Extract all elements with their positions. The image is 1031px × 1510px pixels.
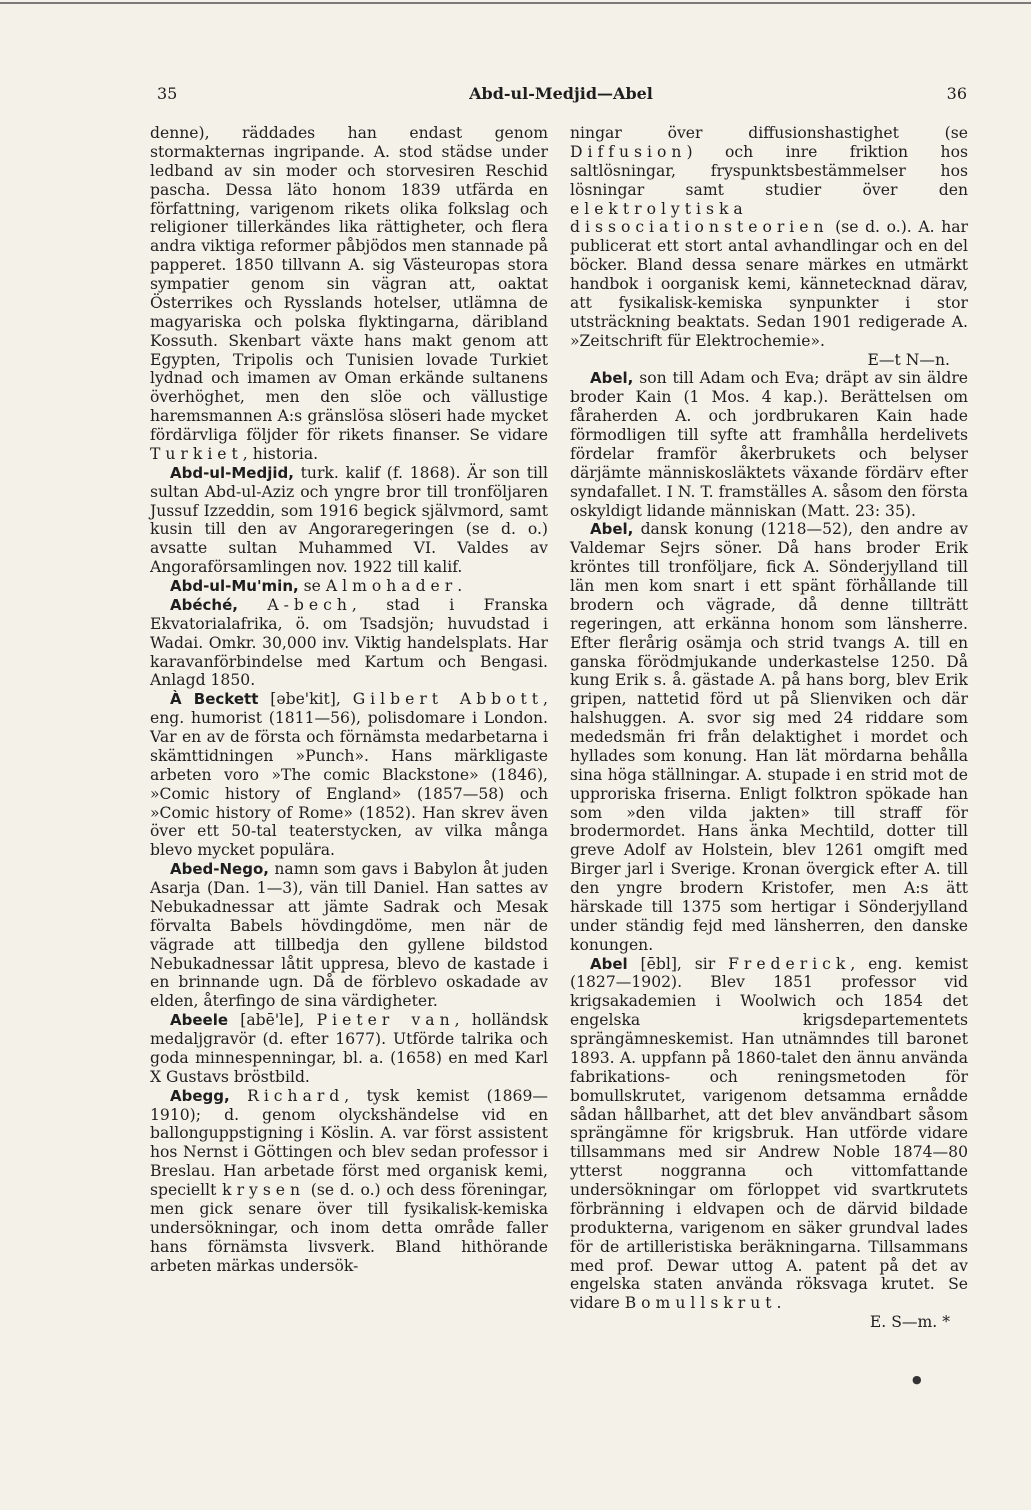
headword: Abegg, — [170, 1086, 230, 1105]
headword: Abeele — [170, 1011, 229, 1030]
article-abegg-continued: ningar över diffusionshastighet (se Diffusion) och inre friktion hos saltlösningar, fryspunktsbestämmelser hos lösningar samt studier över den elektrolytiska dissociationsteorien (se d. o.). A. har publicerat ett stort antal avhandlingar och en del böcker. Bland dessa senare märkes en utmärkt handbok i oorganisk kemi, kännetecknad därav, att fysikalisk-kemiska synpunkter i stor utsträckning beaktats. Sedan 1901 redigerade A. »Zeitschrift für Elektrochemie». — [570, 124, 968, 350]
cross-reference[interactable]: krysen — [222, 1181, 306, 1199]
page-number-right: 36 — [946, 84, 967, 103]
headword: À Beckett — [170, 690, 259, 709]
headword: Abel — [590, 954, 628, 973]
article-abel-frederick: Abel [ēbl], sir Frederick, eng. kemist (1827—1902). Blev 1851 professor vid krigsakademien i Woolwich och 1854 det engelska krigsdepartementets sprängämneskemist. Han utnämndes till baronet 1893. A. uppfann på 1860-talet den ännu använda fabrikations- och reningsmetoden för bomullskrutet, varigenom detsamma ernådde sådan hållbarhet, att det blev användbart såsom sprängämne för krigsbruk. Han utförde vidare tillsammans med sir Andrew Noble 1874—80 ytterst noggranna och vittomfattande undersökningar om förloppet vid svartkrutets förbränning i eldvapen och de därvid bildade produkterna, varigenom en säker grundval lades för de artilleristiska beräkningarna. Tillsammans med prof. Dewar uttog A. patent på det av engelska staten använda röksvaga krutet. Se vidare Bomullskrut. — [570, 954, 968, 1313]
cross-reference[interactable]: Almohader — [325, 577, 458, 595]
cross-reference[interactable]: elektrolytiska dissociationsteorien — [570, 199, 829, 237]
article-abeche: Abéché, A-bech, stad i Franska Ekvatorialafrika, ö. om Tsadsjön; huvudstad i Wadai. Omkr. 30,000 inv. Viktig handelsplats. Har karavanförbindelse med Kartum och Bengasi. Anlagd 1850. — [150, 595, 548, 690]
right-column — [570, 124, 968, 1332]
headword: Abd-ul-Mu'min, — [170, 577, 299, 595]
top-rule — [0, 2, 1031, 4]
headword: Abel, — [590, 520, 634, 539]
cross-reference[interactable]: Diffusion — [570, 142, 687, 161]
author-signature: E. S—m. * — [869, 1313, 950, 1332]
article-abegg: Abegg, Richard, tysk kemist (1869—1910); d. genom olyckshändelse vid en ballonguppstigning i Köslin. A. var först assistent hos Nernst i Göttingen och blev sedan professor i Breslau. Han arbetade först med organisk kemi, speciellt krysen (se d. o.) och dess föreningar, men gick senare över till fysikalisk-kemiska undersökningar, och inom detta område faller hans förnämsta livsverk. Bland hithörande arbeten märkas undersök- — [150, 1086, 548, 1275]
cross-reference[interactable]: Bomullskrut — [624, 1294, 777, 1313]
headword: Abéché, — [170, 595, 238, 614]
article-abel-king: Abel, dansk konung (1218—52), den andre av Valdemar Sejrs söner. Då hans broder Erik kröntes till tronföljare, fick A. Sönderjylland till län men kom snart i ett spänt förhållande till brodern och vägrade, då denne tillträtt regeringen, att erkänna honom som länsherre. Efter flerårig osämja och strid tvangs A. till en ganska förödmjukande underkastelse 1250. Då kung Erik s. å. gästade A. på hans borg, blev Erik gripen, nattetid förd ut på Slienviken och där halshuggen. A. svor sig med 24 riddare som mededsmän fri från delaktighet i mordet och hyllades som konung. Han lät mördarna behålla sina höga ställningar. A. stupade i en strid mot de upproriska friserna. Enligt folktron spökade han som »den vilda jakten» till straff för brodermordet. Hans änka Mechtild, dotter till greve Adolf av Holstein, blev 1261 omgift med Birger jarl i Sverige. Kronan övergick efter A. till den yngre brodern Kristofer, men A:s ätt härskade till 1375 som hertigar i Sönderjylland under ständig fejd med länsherren, den danske konungen. — [570, 520, 968, 954]
cross-reference[interactable]: Turkiet — [150, 444, 243, 463]
ink-mark-icon: ● — [912, 1373, 922, 1386]
article-abd-ul-medjid: Abd-ul-Medjid, turk. kalif (f. 1868). Är son till sultan Abd-ul-Aziz och yngre bror till tronföljaren Jussuf Izzeddin, som 1916 begick självmord, samt kusin till den av Angoraregeringen (se d. o.) avsatte sultan Muhammed VI. Valdes av Angoraförsamlingen nov. 1922 till kalif. — [150, 463, 548, 577]
article-abd-ul-mumin: Abd-ul-Mu'min, se Almohader. — [170, 577, 463, 595]
article-abeele: Abeele [abē'le], Pieter van, holländsk medaljgravör (d. efter 1677). Utförde talrika och goda minnespenningar, bl. a. (1658) en med Karl X Gustavs bröstbild. — [150, 1011, 548, 1086]
headword: Abed-Nego, — [170, 860, 269, 879]
article-a-beckett: À Beckett [əbe'kit], Gilbert Abbott, eng. humorist (1811—56), polisdomare i London. Var en av de första och förnämsta medarbetarna i skämttidningen »Punch». Hans märkligaste arbeten voro »The comic Blackstone» (1846), »Comic history of England» (1857—58) och »Comic history of Rome» (1852). Han skrev även över ett 50-tal teaterstycken, av vilka många blevo mycket populära. — [150, 690, 549, 860]
article-abd-ul-medjid-continued: denne), räddades han endast genom stormakternas ingripande. A. stod städse under ledband av sin moder och storvesiren Reschid pascha. Dessa läto honom 1839 utfärda en författning, varigenom rikets olika folkslag och religioner tillerkändes lika rättigheter, och flera andra viktiga reformer påbjödos men stannade på papperet. 1850 tillvann A. sig Västeuropas stora sympatier genom sin vägran att, oaktat Österrikes och Rysslands hotelser, utlämna de magyariska och polska flyktingarna, däribland Kossuth. Skenbart växte hans makt genom att Egypten, Tripolis och Tunisien lovade Turkiet lydnad och imamen av Oman erkände sultanens överhöghet, men den slöe och vällustige haremsmannen A:s gränslösa slöseri hade mycket fördärvliga följder för rikets finanser. Se vidare Turkiet, historia. — [150, 124, 548, 463]
article-abed-nego: Abed-Nego, namn som gavs i Babylon åt juden Asarja (Dan. 1—3), vän till Daniel. Han sattes av Nebukadnessar att jämte Sadrak och Mesak förvalta Babels hövdingdöme, men när de vägrade att tillbedja den gyllene bildstod Nebukadnessar låtit uppresa, blevo de kastade i en brinnande ugn. Då de förblevo oskadade av elden, återfingo de sina värdigheter. — [150, 860, 548, 1011]
page-header — [155, 84, 967, 108]
headword: Abd-ul-Medjid, — [170, 463, 294, 482]
headword: Abel, — [590, 369, 634, 388]
left-column — [150, 124, 548, 1275]
article-abel-bible: Abel, son till Adam och Eva; dräpt av sin äldre broder Kain (1 Mos. 4 kap.). Berättelsen om fåraherden A. och jordbrukaren Kain hade förmodligen till syfte att framhålla herdelivets fördelar framför åkerbrukets och belyser därjämte människosläktets växande fördärv efter syndafallet. I N. T. framställes A. såsom den första oskyldigt lidande människan (Matt. 23: 35). — [570, 369, 968, 520]
page-number-left: 35 — [157, 84, 178, 103]
running-title: Abd-ul-Medjid—Abel — [469, 84, 653, 103]
author-signature: E—t N—n. — [867, 350, 950, 369]
